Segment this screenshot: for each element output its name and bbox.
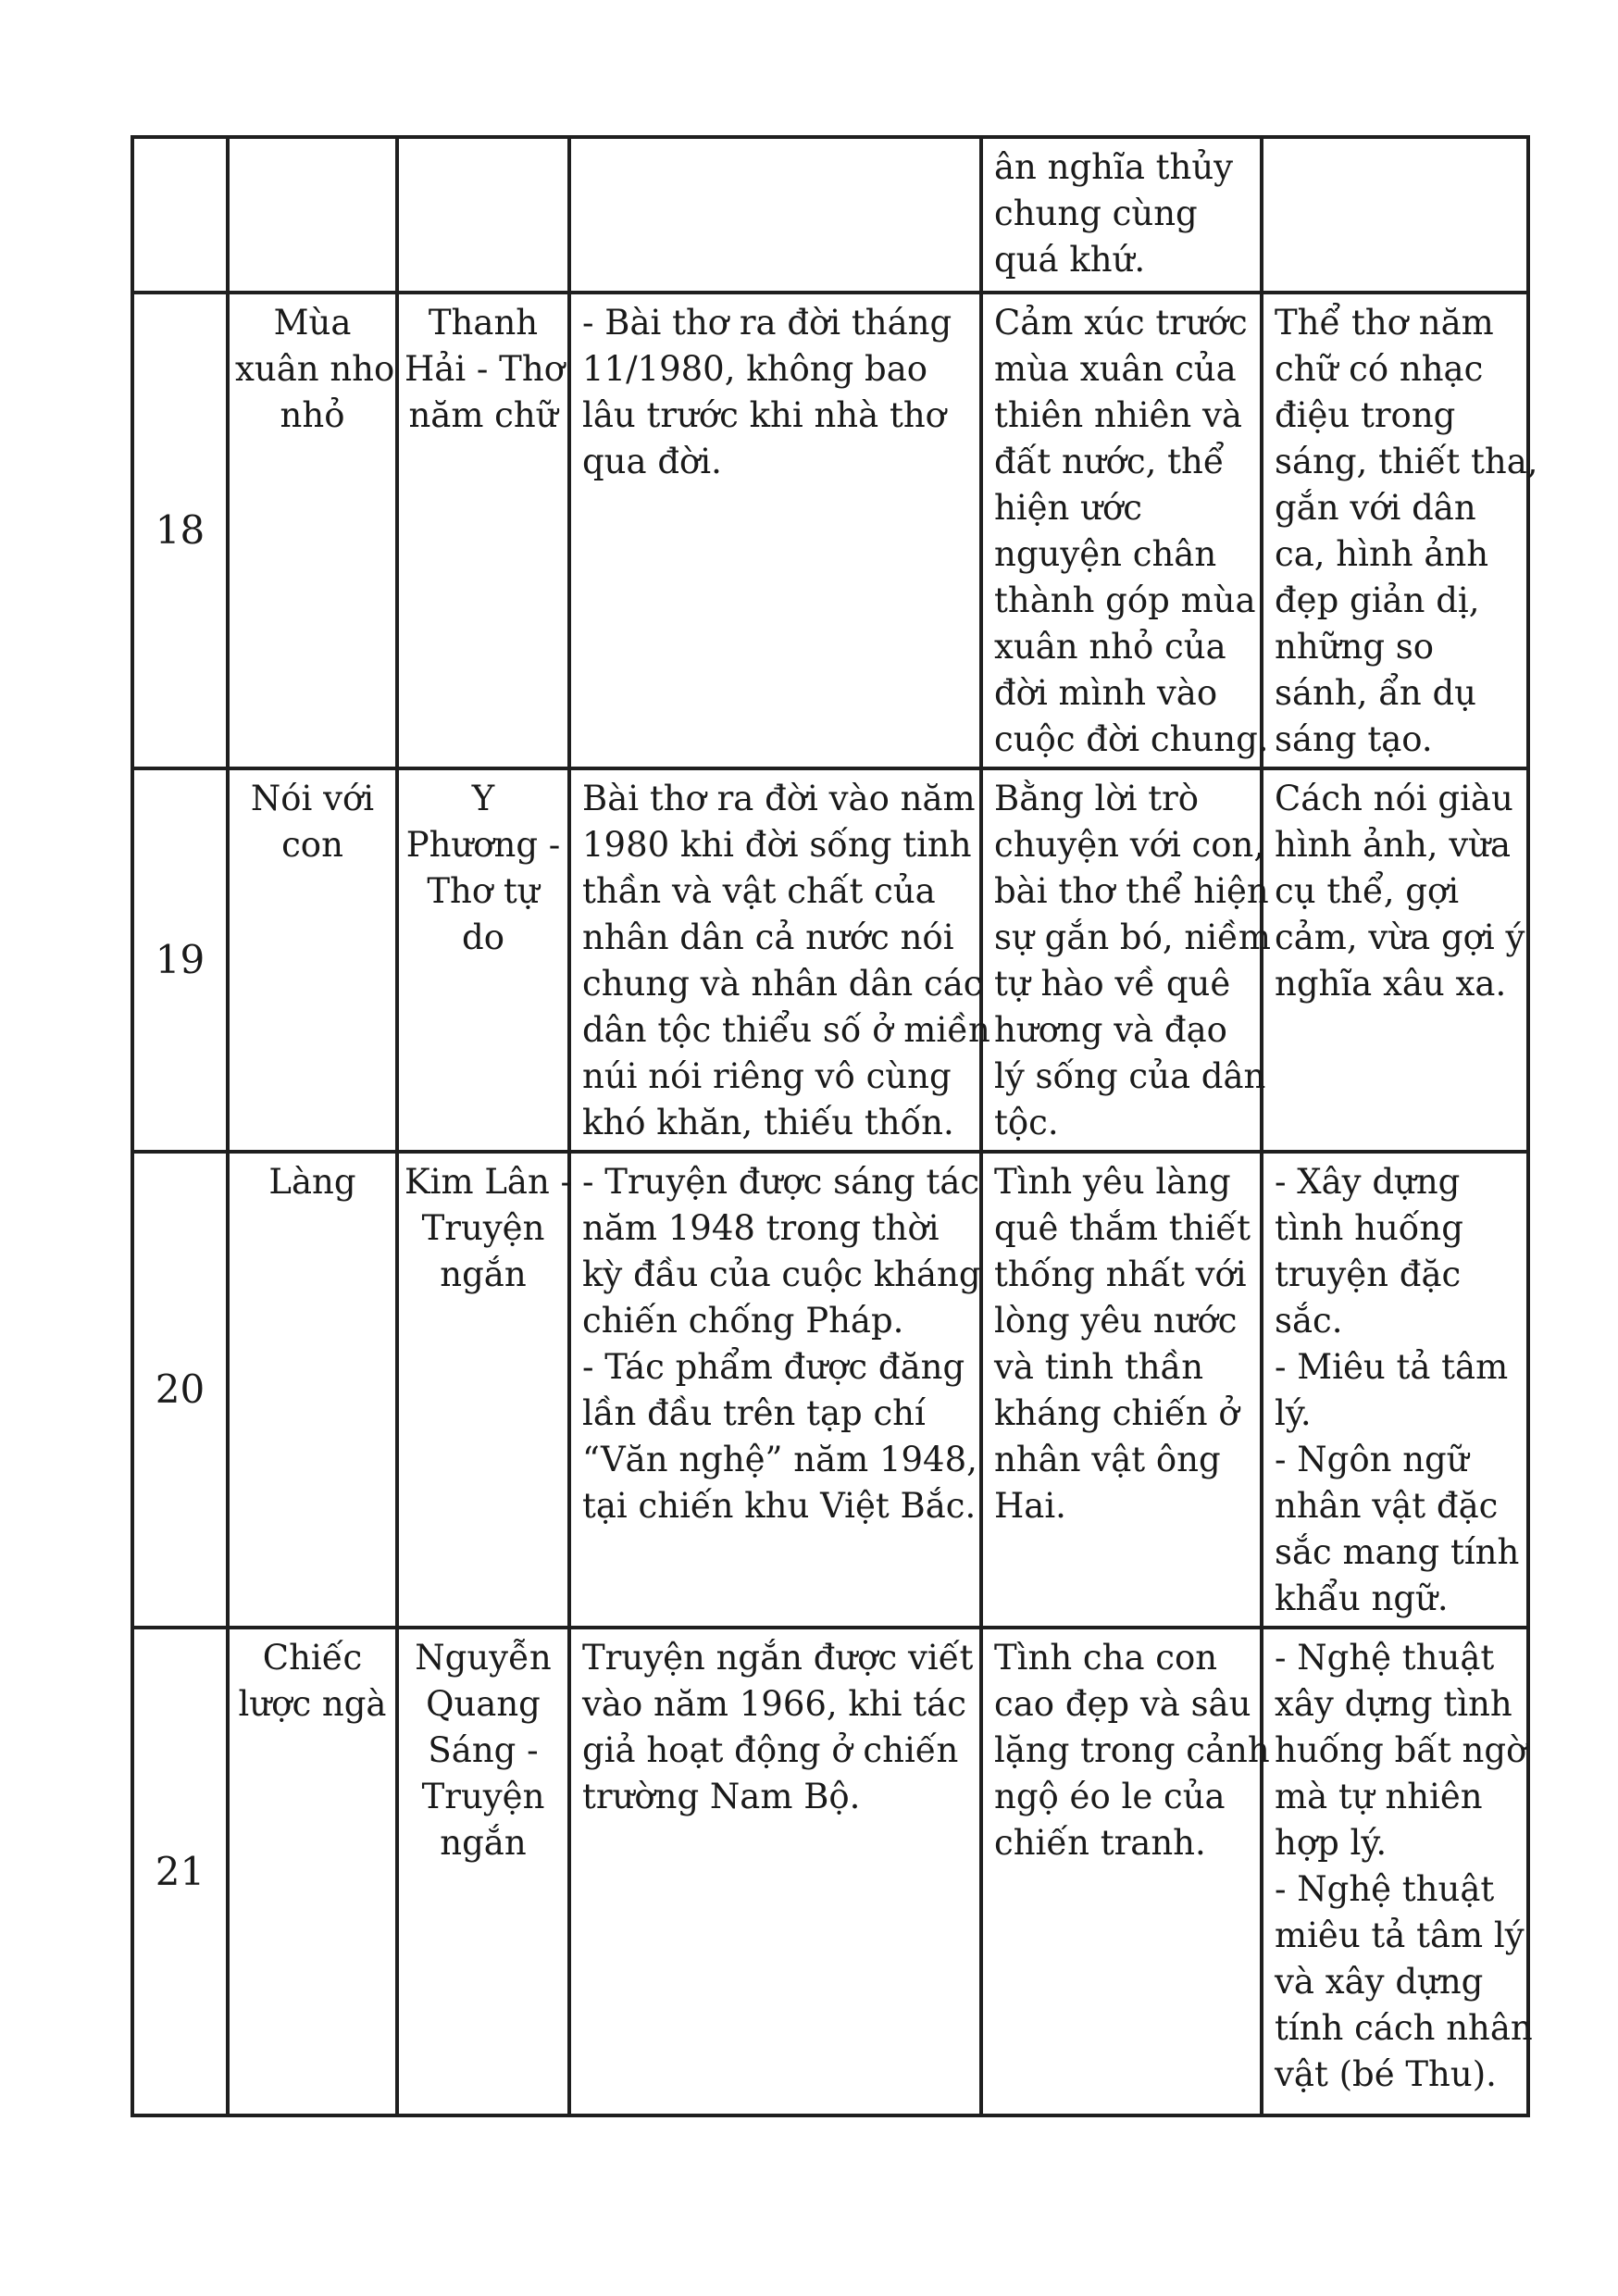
context-cell	[569, 293, 981, 768]
table-row	[132, 1628, 1528, 2115]
cell-text-line: do	[462, 917, 504, 957]
cell-text-line: đất nước, thể	[994, 442, 1225, 481]
context-cell	[569, 768, 990, 1152]
cell-text-line: - Miêu tả tâm	[1275, 1347, 1509, 1387]
cell-text-line: vào năm 1966, khi tác	[582, 1684, 966, 1724]
content-cell	[981, 768, 1271, 1152]
cell-text-line: lý sống của dân	[994, 1056, 1266, 1096]
cell-text-line: chiến chống Pháp.	[582, 1301, 904, 1341]
context-cell	[569, 137, 981, 293]
cell-text-line: Chiếc	[262, 1638, 363, 1678]
cell-text-line: Kim Lân -	[404, 1162, 573, 1202]
cell-text-line: Nguyễn	[415, 1638, 552, 1678]
cell-text-line: dân tộc thiểu số ở miền	[582, 1010, 990, 1050]
cell-text-line: và xây dựng	[1275, 1962, 1484, 2002]
cell-text-line: tính cách nhân	[1275, 2008, 1533, 2048]
table-row	[132, 1152, 1528, 1628]
cell-text-line: Hải - Thơ	[404, 349, 565, 389]
row-number: 21	[155, 1848, 205, 1894]
row-number-cell	[132, 293, 228, 768]
cell-text-line: núi nói riêng vô cùng	[582, 1056, 952, 1096]
cell-text-line: nguyện chân	[994, 534, 1217, 574]
cell-text-line: Bài thơ ra đời vào năm	[582, 779, 976, 818]
row-number-cell	[132, 768, 228, 1152]
cell-text-line: Truyện	[421, 1777, 545, 1816]
context-cell	[569, 1152, 981, 1628]
cell-text-line: Thanh	[428, 303, 539, 343]
cell-text-line: lý.	[1275, 1393, 1312, 1433]
literature-table	[131, 135, 1538, 2117]
cell-text-line: hiện ước	[994, 488, 1142, 528]
art-cell	[1262, 1152, 1528, 1628]
content-cell	[981, 293, 1269, 768]
cell-text-line: Cách nói giàu	[1275, 779, 1513, 818]
cell-text-line: lòng yêu nước	[994, 1301, 1238, 1341]
cell-text-line: chữ có nhạc	[1275, 349, 1484, 389]
content-cell	[981, 137, 1262, 293]
cell-text-line: gắn với dân	[1275, 488, 1476, 528]
cell-text-line: mà tự nhiên	[1275, 1777, 1483, 1816]
cell-text-line: ca, hình ảnh	[1275, 534, 1489, 574]
cell-text-line: ngộ éo le của	[994, 1777, 1226, 1816]
table-row	[132, 768, 1528, 1152]
cell-text-line: ngắn	[440, 1254, 527, 1294]
cell-text-line: - Xây dựng	[1275, 1162, 1461, 1202]
work-title-cell	[228, 137, 397, 293]
cell-text-line: nhỏ	[280, 395, 345, 435]
cell-text-line: lâu trước khi nhà thơ	[582, 395, 946, 435]
row-number: 20	[155, 1366, 205, 1412]
row-number-cell	[132, 1152, 228, 1628]
cell-text-line: Thể thơ năm	[1275, 303, 1494, 343]
cell-text-line: đời mình vào	[994, 673, 1218, 713]
content-cell	[981, 1628, 1270, 2115]
cell-text-line: Y	[471, 779, 495, 818]
cell-text-line: Mùa	[273, 303, 352, 343]
cell-text-line: - Ngôn ngữ	[1275, 1440, 1469, 1479]
art-cell	[1262, 293, 1538, 768]
cell-text-line: Làng	[268, 1162, 356, 1202]
cell-text-line: hợp lý.	[1275, 1823, 1388, 1863]
cell-text-line: Truyện ngắn được viết	[582, 1638, 974, 1678]
work-title-cell	[228, 1152, 397, 1628]
cell-text-line: và tinh thần	[994, 1347, 1204, 1387]
cell-text-line: những so	[1275, 627, 1435, 667]
cell-text-line: “Văn nghệ” năm 1948,	[582, 1440, 977, 1479]
cell-text-line: sánh, ẩn dụ	[1275, 673, 1477, 713]
cell-text-line: cao đẹp và sâu	[994, 1684, 1251, 1724]
cell-text-line: mùa xuân của	[994, 349, 1237, 389]
cell-text-line: Thơ tự	[427, 871, 540, 911]
cell-text-line: sắc mang tính	[1275, 1532, 1520, 1572]
row-number: 19	[155, 937, 205, 982]
cell-text-line: tự hào về quê	[994, 964, 1231, 1004]
cell-text-line: 1980 khi đời sống tinh	[582, 825, 972, 865]
cell-text-line: nhân vật đặc	[1275, 1486, 1499, 1526]
cell-text-line: quê thắm thiết	[994, 1208, 1251, 1248]
cell-text-line: quá khứ.	[994, 240, 1146, 280]
cell-text-line: Truyện	[421, 1208, 545, 1248]
cell-text-line: - Nghệ thuật	[1275, 1638, 1495, 1678]
row-number-cell	[132, 137, 228, 293]
cell-text-line: huống bất ngờ	[1275, 1730, 1527, 1770]
cell-text-line: kỳ đầu của cuộc kháng	[582, 1254, 981, 1294]
cell-text-line: qua đời.	[582, 442, 722, 481]
cell-text-line: thiên nhiên và	[994, 395, 1242, 435]
cell-text-line: sự gắn bó, niềm	[994, 917, 1271, 957]
cell-text-line: ân nghĩa thủy	[994, 147, 1234, 187]
row-number: 18	[155, 507, 205, 553]
cell-text-line: khó khăn, thiếu thốn.	[582, 1103, 954, 1142]
work-title-cell	[228, 768, 397, 1152]
cell-text-line: đẹp giản dị,	[1275, 580, 1480, 620]
cell-text-line: chuyện với con,	[994, 825, 1265, 865]
cell-text-line: nhân vật ông	[994, 1440, 1221, 1479]
cell-text-line: lược ngà	[238, 1684, 387, 1724]
cell-text-line: bài thơ thể hiện	[994, 871, 1269, 911]
author-genre-cell	[397, 137, 569, 293]
cell-text-line: xuân nhỏ của	[994, 627, 1226, 667]
cell-text-line: xuân nho	[235, 349, 395, 389]
art-cell	[1262, 768, 1528, 1152]
cell-text-line: Tình cha con	[994, 1638, 1218, 1678]
cell-text-line: vật (bé Thu).	[1275, 2054, 1497, 2094]
cell-text-line: chiến tranh.	[994, 1823, 1206, 1863]
cell-text-line: Bằng lời trò	[994, 779, 1200, 818]
cell-text-line: năm chữ	[408, 395, 558, 435]
cell-text-line: kháng chiến ở	[994, 1393, 1239, 1433]
cell-text-line: hình ảnh, vừa	[1275, 825, 1512, 865]
cell-text-line: tình huống	[1275, 1208, 1463, 1248]
author-genre-cell	[397, 1152, 573, 1628]
cell-text-line: giả hoạt động ở chiến	[582, 1730, 959, 1770]
cell-text-line: chung và nhân dân các	[582, 964, 983, 1004]
work-title-cell	[228, 1628, 397, 2115]
cell-text-line: Nói với	[250, 779, 375, 818]
cell-text-line: tại chiến khu Việt Bắc.	[582, 1486, 977, 1526]
cell-text-line: lần đầu trên tạp chí	[582, 1393, 926, 1433]
cell-text-line: Phương -	[405, 825, 561, 865]
cell-text-line: thành góp mùa	[994, 580, 1256, 620]
work-title-cell	[228, 293, 397, 768]
cell-text-line: điệu trong	[1275, 395, 1456, 435]
art-cell	[1262, 137, 1528, 293]
cell-text-line: lặng trong cảnh	[994, 1730, 1270, 1770]
table-row	[132, 137, 1528, 293]
cell-text-line: ngắn	[440, 1823, 527, 1863]
cell-text-line: truyện đặc	[1275, 1254, 1462, 1294]
cell-text-line: nghĩa xâu xa.	[1275, 964, 1507, 1004]
content-cell	[981, 1152, 1262, 1628]
cell-text-line: trường Nam Bộ.	[582, 1777, 861, 1816]
cell-text-line: nhân dân cả nước nói	[582, 917, 954, 957]
author-genre-cell	[397, 768, 569, 1152]
table-row	[132, 293, 1528, 768]
cell-text-line: Cảm xúc trước	[994, 303, 1248, 343]
art-cell	[1262, 1628, 1533, 2115]
cell-text-line: Sáng -	[428, 1730, 539, 1770]
cell-text-line: con	[281, 825, 343, 865]
cell-text-line: cảm, vừa gợi ý	[1275, 917, 1525, 957]
cell-text-line: thống nhất với	[994, 1254, 1247, 1294]
cell-text-line: hương và đạo	[994, 1010, 1227, 1050]
cell-text-line: khẩu ngữ.	[1275, 1578, 1449, 1618]
cell-text-line: - Nghệ thuật	[1275, 1869, 1495, 1909]
cell-text-line: Quang	[426, 1684, 541, 1724]
cell-text-line: Tình yêu làng	[994, 1162, 1231, 1202]
row-number-cell	[132, 1628, 228, 2115]
cell-text-line: xây dựng tình	[1275, 1684, 1512, 1724]
cell-text-line: sắc.	[1275, 1301, 1343, 1341]
cell-text-line: thần và vật chất của	[582, 871, 936, 911]
author-genre-cell	[397, 293, 569, 768]
cell-text-line: miêu tả tâm lý	[1275, 1915, 1525, 1955]
cell-text-line: cụ thể, gợi	[1275, 871, 1460, 911]
cell-text-line: - Bài thơ ra đời tháng	[582, 303, 952, 343]
cell-text-line: năm 1948 trong thời	[582, 1208, 940, 1248]
cell-text-line: sáng, thiết tha,	[1275, 442, 1538, 481]
context-cell	[569, 1628, 981, 2115]
cell-text-line: tộc.	[994, 1103, 1059, 1142]
cell-text-line: chung cùng	[994, 193, 1198, 233]
cell-text-line: - Tác phẩm được đăng	[582, 1347, 965, 1387]
cell-text-line: sáng tạo.	[1275, 719, 1433, 759]
cell-text-line: cuộc đời chung.	[994, 719, 1269, 759]
cell-text-line: 11/1980, không bao	[582, 349, 928, 389]
cell-text-line: - Truyện được sáng tác	[582, 1162, 980, 1202]
author-genre-cell	[397, 1628, 569, 2115]
cell-text-line: Hai.	[994, 1486, 1066, 1526]
